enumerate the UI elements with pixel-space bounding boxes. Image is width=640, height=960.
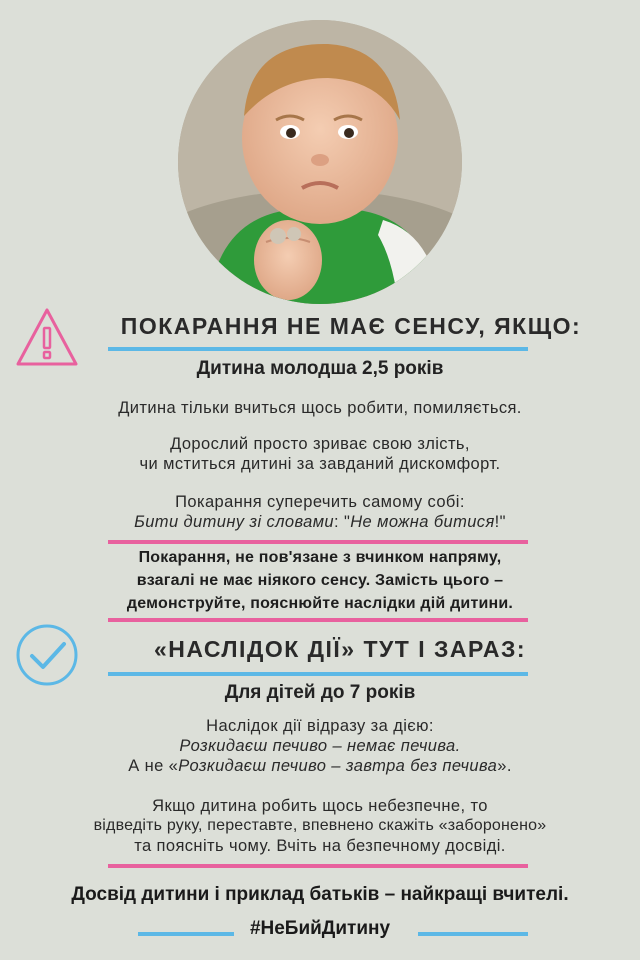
section1-bold-line-3: демонструйте, пояснюйте наслідки дій дитини. — [126, 595, 514, 612]
hashtag: #НеБийДитину — [249, 918, 391, 939]
divider — [108, 672, 528, 676]
section1-bold-line-1: Покарання, не пов'язане з вчинком напряму, — [138, 549, 502, 566]
baby-photo — [178, 20, 462, 304]
checkmark-circle-icon — [14, 622, 80, 688]
footer-slogan: Досвід дитини і приклад батьків – найкращі вчителі. — [71, 884, 569, 905]
section2-paragraph-2-line-1: Якщо дитина робить щось небезпечне, то — [152, 797, 488, 815]
section2-heading: «НАСЛІДОК ДІЇ» ТУТ І ЗАРАЗ: — [153, 636, 527, 662]
line-suffix: ». — [497, 757, 512, 775]
quote-end: !" — [494, 513, 506, 531]
section2-paragraph-1-line-2: Розкидаєш печиво – немає печива. — [179, 737, 461, 755]
section1-paragraph-2-line-1: Дорослий просто зриває свою злість, — [170, 435, 470, 453]
section2-paragraph-1-line-3 — [0, 756, 640, 776]
quote-italic-2: Не можна битися — [350, 513, 495, 531]
divider — [108, 540, 528, 544]
section1-paragraph-3-line-1: Покарання суперечить самому собі: — [175, 493, 465, 511]
section1-paragraph-3-line-2 — [0, 512, 640, 532]
section1-heading: ПОКАРАННЯ НЕ МАЄ СЕНСУ, ЯКЩО: — [120, 313, 582, 339]
section1-subheading: Дитина молодша 2,5 років — [196, 358, 444, 379]
section2-paragraph-2-line-2: відведіть руку, переставте, впевнено скажіть «заборонено» — [93, 817, 547, 834]
quote-italic: Бити дитину зі словами — [134, 513, 334, 531]
section2-subheading: Для дітей до 7 років — [224, 682, 416, 703]
quote-separator: : " — [334, 513, 351, 531]
section2-paragraph-1-line-1: Наслідок дії відразу за дією: — [206, 717, 434, 735]
line-prefix: А не « — [128, 757, 179, 775]
section1-paragraph-2-line-2: чи мститься дитині за завданий дискомфорт. — [139, 455, 501, 473]
section2-paragraph-2-line-3: та поясніть чому. Вчіть на безпечному досвіді. — [134, 837, 506, 855]
line-italic: Розкидаєш печиво – завтра без печива — [178, 757, 498, 775]
divider — [108, 618, 528, 622]
section1-paragraph-1: Дитина тільки вчиться щось робити, помиляється. — [118, 399, 522, 417]
divider — [418, 932, 528, 936]
section1-bold-line-2: взагалі не має ніякого сенсу. Замість цього – — [136, 572, 504, 589]
divider — [108, 864, 528, 868]
divider — [108, 347, 528, 351]
